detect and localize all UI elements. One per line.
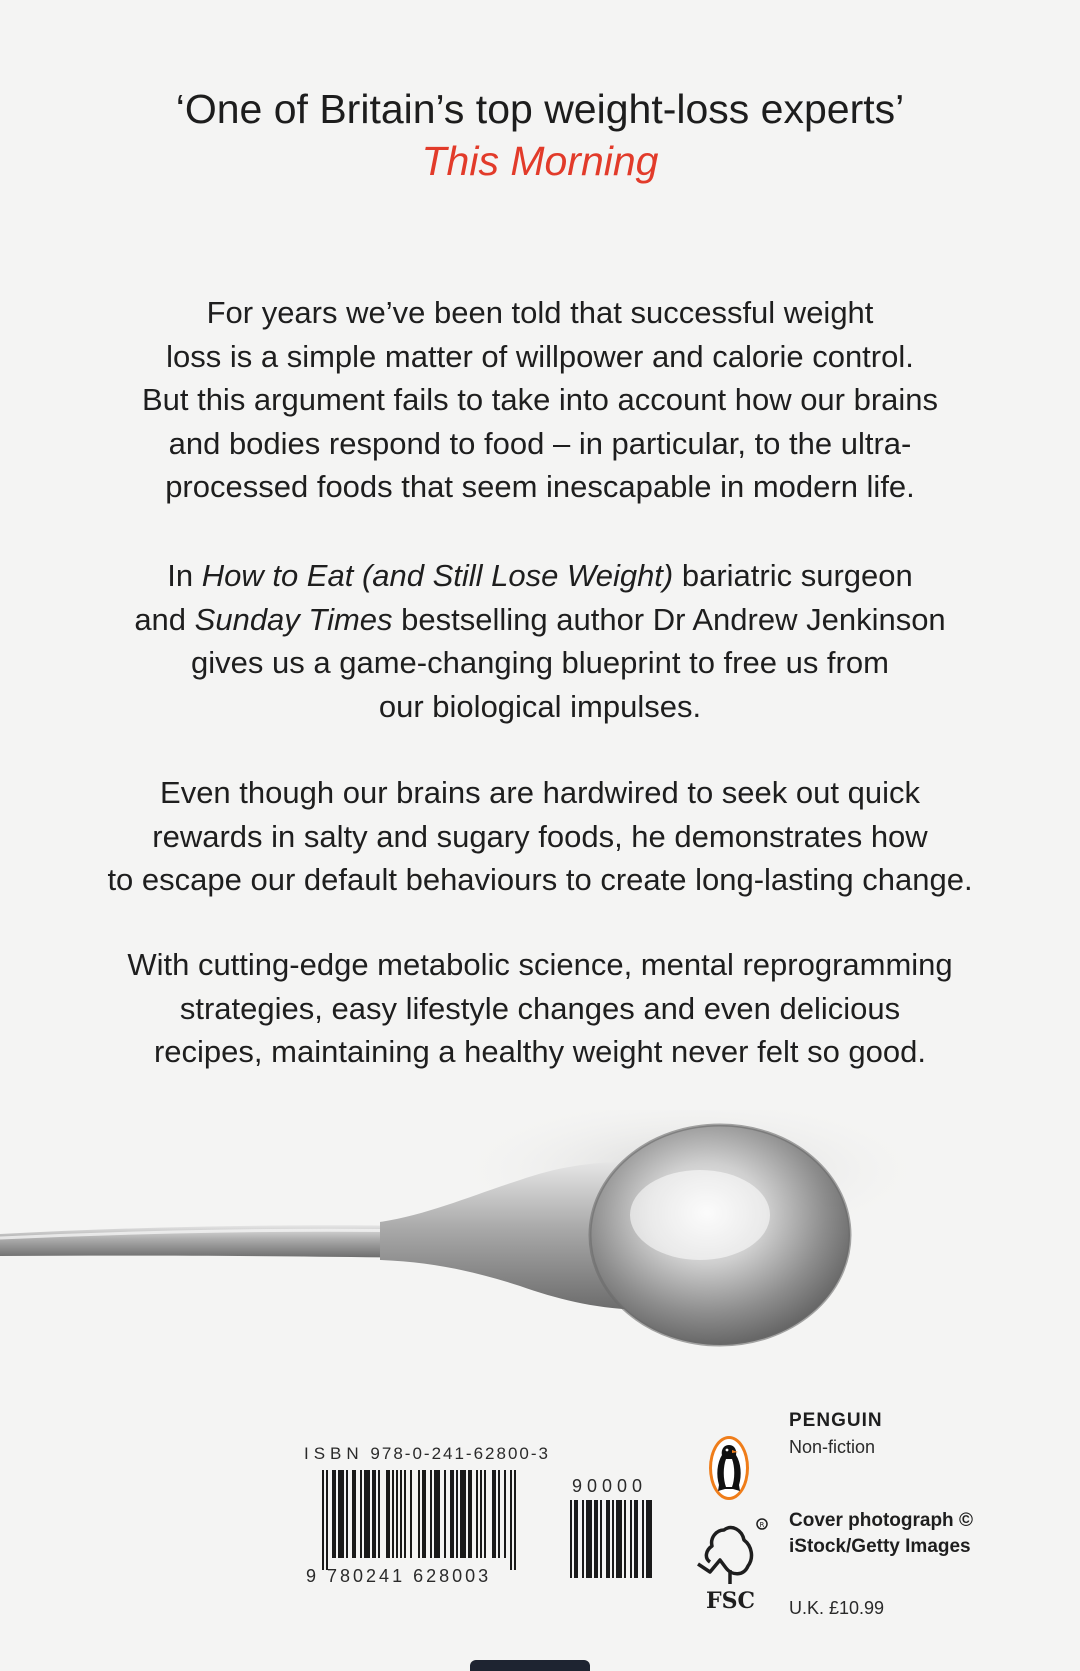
blurb-line: processed foods that seem inescapable in modern life. (165, 469, 915, 504)
barcode-bar (476, 1470, 478, 1558)
barcode-bar (492, 1470, 496, 1558)
blurb-line (60, 598, 1020, 642)
barcode-bar (332, 1470, 336, 1558)
barcode-bar (630, 1500, 632, 1578)
blurb-line: strategies, easy lifestyle changes and even delicious (179, 990, 901, 1026)
barcode-bar (360, 1470, 362, 1558)
text-fragment: bestselling author Dr Andrew Jenkinson (392, 601, 946, 637)
blurb-paragraph-2 (60, 554, 1020, 728)
review-quote: ‘One of Britain’s top weight-loss experts’ (175, 86, 905, 132)
barcode-bar (326, 1470, 328, 1570)
text-fragment: bariatric surgeon (673, 558, 913, 593)
blurb-paragraph-4 (60, 943, 1020, 1074)
barcode-bar (612, 1500, 614, 1578)
blurb-line: With cutting-edge metabolic science, mental reprogramming (127, 947, 953, 982)
fsc-tree-icon (692, 1516, 770, 1586)
barcode-bar (570, 1500, 572, 1578)
barcode-bar (484, 1470, 486, 1558)
text-fragment: and (134, 601, 195, 637)
photo-credit (789, 1508, 973, 1560)
publisher-name: PENGUIN (789, 1410, 883, 1431)
barcode-bar (574, 1500, 578, 1578)
blurb-line: But this argument fails to take into account how our brains (141, 382, 939, 417)
price-code: 90000 (572, 1476, 648, 1496)
barcode-addon-bars (570, 1500, 670, 1590)
barcode-bar (434, 1470, 440, 1558)
blurb-line: For years we’ve been told that successful weight (206, 295, 874, 330)
blurb-line: rewards in salty and sugary foods, he demonstrates how (152, 818, 928, 854)
blurb-line: our biological impulses. (378, 688, 702, 724)
isbn-text (304, 1444, 550, 1464)
review-source: This Morning (421, 138, 659, 184)
barcode-bar (418, 1470, 420, 1558)
isbn-label: ISBN (304, 1444, 364, 1463)
barcode-bar (338, 1470, 344, 1558)
cover-edge (470, 1660, 590, 1671)
barcode-bar (364, 1470, 370, 1558)
barcode-bar (616, 1500, 622, 1578)
barcode-bar (352, 1470, 356, 1558)
barcode-bar (642, 1500, 644, 1578)
barcode-bar (456, 1470, 458, 1558)
spoon-image (0, 1110, 1080, 1360)
blurb-paragraph-3 (60, 771, 1020, 902)
barcode-bar (586, 1500, 592, 1578)
barcode-bar (646, 1500, 652, 1578)
blurb-line: gives us a game-changing blueprint to free us from (191, 645, 889, 680)
barcode-bar (404, 1470, 406, 1558)
barcode-bar (322, 1470, 324, 1570)
barcode-bar (600, 1500, 602, 1578)
barcode-bar (514, 1470, 516, 1570)
barcode-bar (410, 1470, 412, 1558)
barcode-bar (624, 1500, 626, 1578)
barcode-digits: 9 780241 628003 (306, 1566, 492, 1586)
barcode-bar (510, 1470, 512, 1570)
barcode-bar (594, 1500, 598, 1578)
price: U.K. £10.99 (789, 1598, 885, 1618)
barcode-bar (392, 1470, 394, 1558)
barcode-bar (444, 1470, 446, 1558)
credit-line: Cover photograph © (789, 1510, 973, 1531)
barcode-bar (400, 1470, 402, 1558)
book-category: Non-fiction (789, 1437, 876, 1457)
barcode-bar (480, 1470, 482, 1558)
blurb-paragraph-1 (60, 291, 1020, 509)
barcode-bar (386, 1470, 390, 1558)
blurb-line: recipes, maintaining a healthy weight never felt so good. (153, 1034, 927, 1069)
barcode-bar (450, 1470, 454, 1558)
text-fragment: In (167, 558, 202, 593)
fsc-label: FSC (706, 1588, 756, 1614)
barcode-bar (498, 1470, 500, 1558)
barcode-bar (606, 1500, 610, 1578)
blurb-line: to escape our default behaviours to create long-lasting change. (107, 862, 973, 897)
barcode-bar (582, 1500, 584, 1578)
credit-line: iStock/Getty Images (789, 1536, 971, 1557)
isbn-number: 978-0-241-62800-3 (370, 1444, 550, 1463)
barcode-bar (372, 1470, 376, 1558)
barcode-bar (396, 1470, 398, 1558)
svg-text:R: R (759, 1521, 765, 1529)
barcode-bar (504, 1470, 506, 1558)
barcode-bars (322, 1470, 560, 1570)
barcode-bar (378, 1470, 380, 1558)
barcode-bar (422, 1470, 426, 1558)
barcode-bar (346, 1470, 348, 1558)
blurb-line: and bodies respond to food – in particular, to the ultra- (168, 425, 912, 461)
barcode-bar (634, 1500, 638, 1578)
blurb-line (60, 554, 1020, 598)
blurb-line: loss is a simple matter of willpower and calorie control. (166, 338, 914, 374)
newspaper-title: Sunday Times (194, 601, 393, 637)
book-title: How to Eat (and Still Lose Weight) (201, 558, 674, 593)
barcode-bar (468, 1470, 472, 1558)
barcode-bar (430, 1470, 432, 1558)
barcode (300, 1440, 680, 1610)
barcode-bar (460, 1470, 466, 1558)
blurb-line: Even though our brains are hardwired to seek out quick (160, 775, 920, 810)
penguin-logo-icon (708, 1435, 750, 1501)
